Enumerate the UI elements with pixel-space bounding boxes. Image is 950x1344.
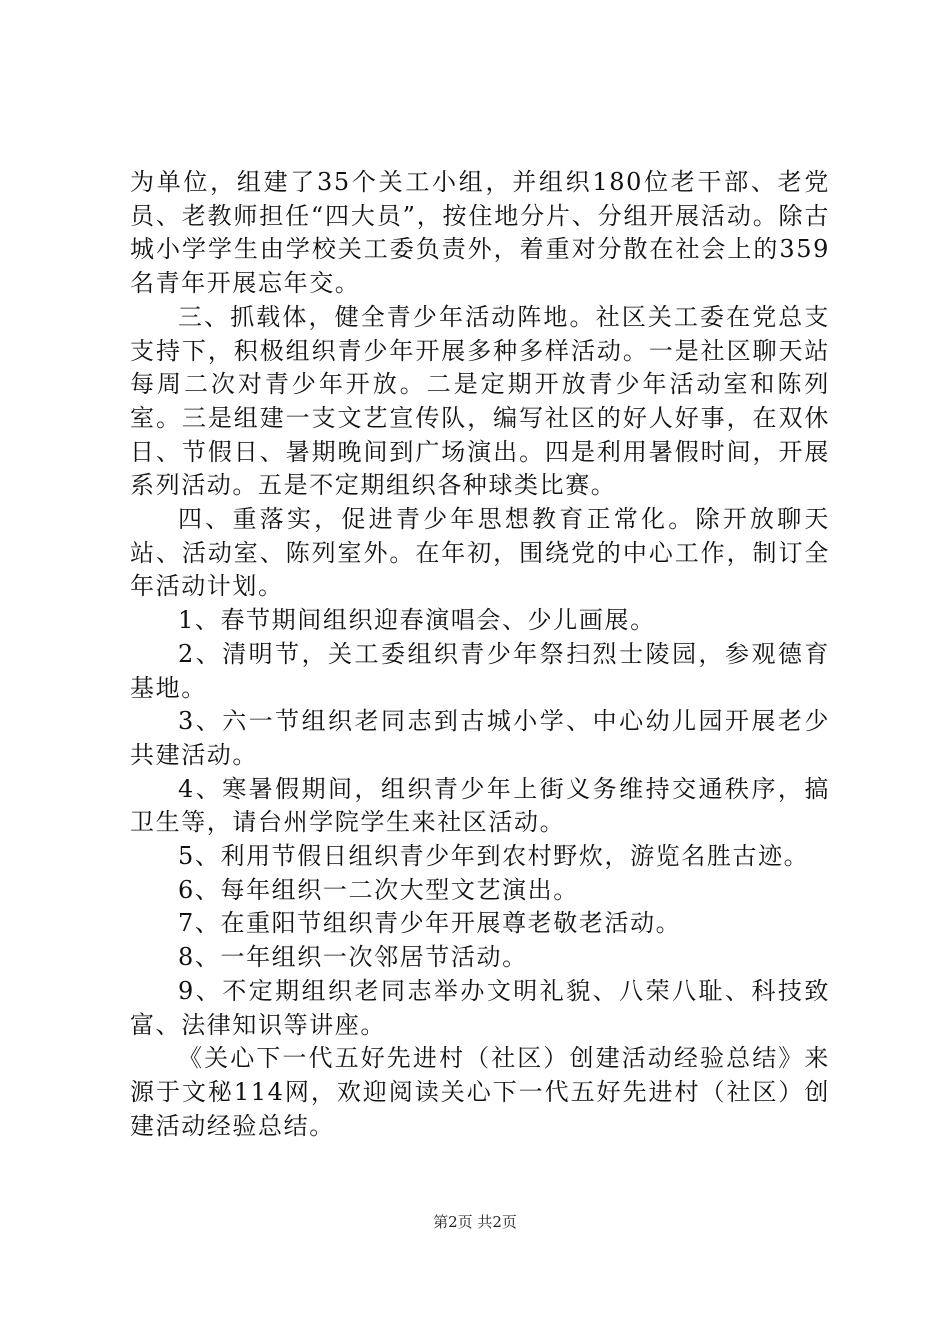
list-item-3: 3、六一节组织老同志到古城小学、中心幼儿园开展老少共建活动。 bbox=[130, 707, 830, 769]
list-item-1: 1、春节期间组织迎春演唱会、少儿画展。 bbox=[178, 606, 656, 635]
list-item-7: 7、在重阳节组织青少年开展尊老敬老活动。 bbox=[178, 909, 682, 938]
list-item-9: 9、不定期组织老同志举办文明礼貌、八荣八耻、科技致富、法律知识等讲座。 bbox=[130, 976, 830, 1039]
list-item-4: 4、寒暑假期间，组织青少年上街义务维持交通秩序，搞卫生等，请台州学院学生来社区活动。 bbox=[130, 774, 830, 837]
list-item-5: 5、利用节假日组织青少年到农村野炊，游览名胜古迹。 bbox=[178, 842, 810, 871]
source-note-paragraph: 《关心下一代五好先进村（社区）创建活动经验总结》来源于文秘114网，欢迎阅读关心下一代五好先进村（社区）创建活动经验总结。 bbox=[130, 1044, 830, 1140]
list-item-2: 2、清明节，关工委组织青少年祭扫烈士陵园，参观德育基地。 bbox=[130, 639, 830, 702]
paragraph-continuation: 为单位，组建了35个关工小组，并组织180位老干部、老党员、老教师担任“四大员”，按住地分片、分组开展活动。除古城小学学生由学校关工委负责外，着重对分散在社会上的359名青年开展忘年交。 bbox=[130, 168, 830, 298]
paragraph-section-four: 四、重落实，促进青少年思想教育正常化。除开放聊天站、活动室、陈列室外。在年初，围绕党的中心工作，制订全年活动计划。 bbox=[130, 505, 830, 601]
page-number-footer: 第2页 共2页 bbox=[433, 1213, 517, 1231]
list-item-8: 8、一年组织一次邻居节活动。 bbox=[178, 943, 528, 972]
paragraph-section-three: 三、抓载体，健全青少年活动阵地。社区关工委在党总支支持下，积极组织青少年开展多种多样活动。一是社区聊天站每周二次对青少年开放。二是定期开放青少年活动室和陈列室。三是组建一支文艺宣传队，编写社区的好人好事，在双休日、节假日、暑期晚间到广场演出。四是利用暑假时间，开展系列活动。五是不定期组织各种球类比赛。 bbox=[130, 302, 830, 500]
document-body bbox=[130, 166, 830, 1143]
list-item-6: 6、每年组织一二次大型文艺演出。 bbox=[178, 875, 579, 904]
